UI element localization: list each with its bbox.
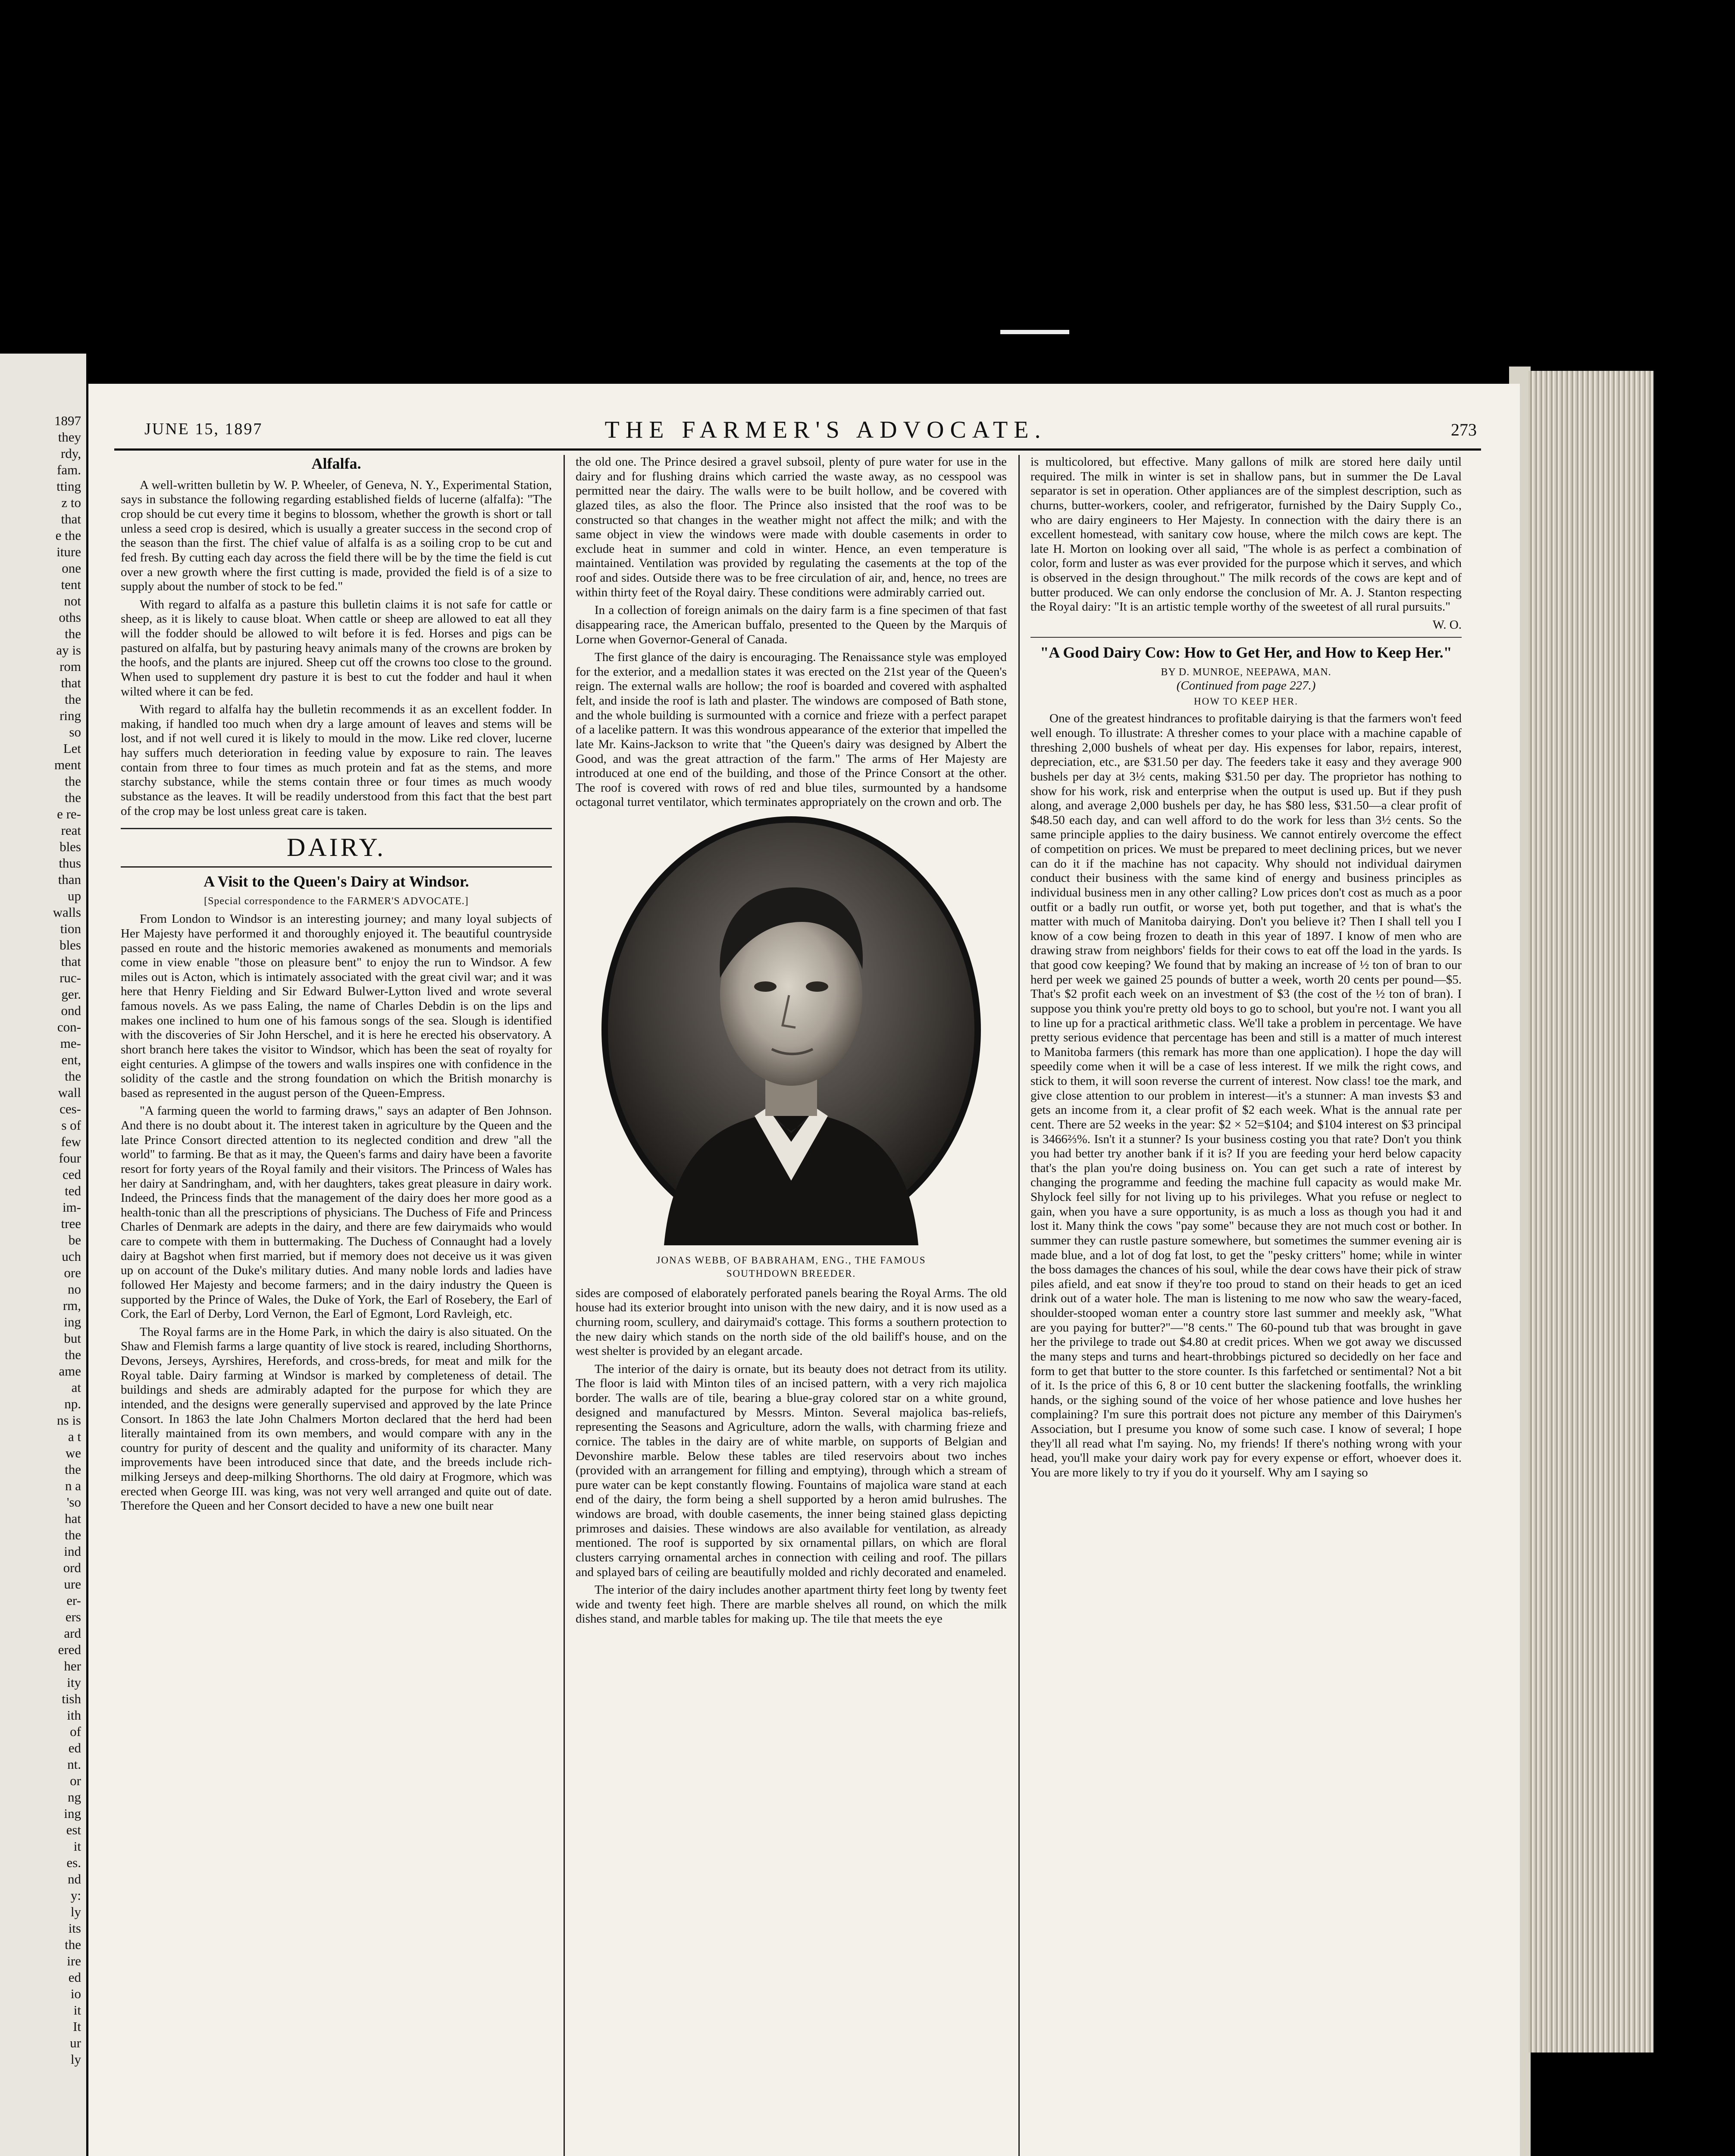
margin-fragment: s of [61,1118,81,1133]
column-3 [1030,455,1462,1484]
margin-fragment: they [58,429,81,445]
margin-fragment: few [61,1134,81,1149]
margin-fragment: ind [64,1544,81,1559]
margin-fragment: or [70,1773,81,1788]
article-title-windsor: A Visit to the Queen's Dairy at Windsor. [204,872,469,890]
margin-fragment: ay is [56,642,81,658]
margin-fragment: that [61,675,81,690]
margin-fragment: ring [60,708,81,723]
margin-fragment: the [65,1937,81,1952]
paragraph: The interior of the dairy includes another apartment thirty feet long by twenty feet wide and twenty feet high. There are marble shelves all round, on which the milk dishes stand, and marble tables for making up. The tile that meets the eye [576,1583,1007,1626]
margin-fragment: er- [66,1593,81,1608]
margin-fragment: ire [67,1953,81,1968]
margin-fragment: the [65,790,81,805]
margin-fragment: ed [68,1970,81,1985]
portrait-caption [576,1253,1007,1280]
margin-fragment: ment [54,757,81,772]
margin-fragment: n a [65,1478,81,1493]
margin-fragment: con- [57,1019,81,1034]
margin-fragment: at [71,1380,81,1395]
margin-fragment: ard [64,1626,81,1641]
paragraph: From London to Windsor is an interesting journey; and many loyal subjects of Her Majesty have performed it and thoroughly enjoyed it. The beautiful countryside passed en route and the historic memories awakened as monuments and memorials come in view enable "those on pleasure bent" to enjoy the run to Windsor. A few miles out is Acton, which is intimately associated with the great civil war; and it was here that Henry Fielding and Sir Edward Bulwer-Lytton lived and wrote several famous novels. As we pass Ealing, the name of Charles Debdin is on the lips and makes one inclined to hum one of his famous songs of the sea. Slough is identified with the discoveries of Sir John Herschel, and it is here he erected his observatory. A short branch here takes the visitor to Windsor, which has been the seat of royalty for eight centuries. A glimpse of the towers and walls inspires one with confidence in the solidity of the castle and the strong foundation on which the British monarchy is based as represented in the august person of the Queen-Empress. [121,912,552,1100]
caption-line: JONAS WEBB, OF BABRAHAM, ENG., THE FAMOUS [656,1254,926,1266]
margin-fragment: tent [61,577,81,592]
margin-fragment: me- [60,1036,81,1051]
margin-fragment: ith [67,1708,81,1723]
margin-fragment: so [69,724,81,740]
article-separator [1030,637,1462,638]
margin-fragment: ame [59,1363,81,1379]
margin-fragment: ing [64,1314,81,1329]
column-rule [1018,455,1020,2156]
portrait-figure [576,814,1007,1249]
margin-fragment: ond [61,1003,81,1018]
margin-fragment: be [68,1232,81,1247]
margin-fragment: 1897 [54,413,81,428]
margin-fragment: ur [70,2035,81,2050]
margin-fragment: It [73,2019,81,2034]
page-header [144,416,1477,442]
margin-fragment: hat [65,1511,81,1526]
margin-fragment: up [68,888,81,903]
margin-fragment: ent, [61,1052,81,1067]
scan-mark [1000,330,1069,334]
article-title-dairy-cow: "A Good Dairy Cow: How to Get Her, and How to Keep Her." [1040,643,1452,661]
margin-fragment: Let [63,741,81,756]
article-title-alfalfa: Alfalfa. [311,455,361,472]
margin-fragment: e re- [57,806,81,821]
margin-fragment: thus [59,856,81,871]
margin-fragment: ity [67,1675,81,1690]
margin-fragment: est [66,1822,81,1837]
margin-fragment: e the [55,528,81,543]
margin-fragment: no [68,1282,81,1297]
paragraph: With regard to alfalfa hay the bulletin recommends it as an excellent fodder. In making, if handled too much when dry a large amount of leaves and stems will be lost, and if not well cured it is likely to mould in the mow. Like red clover, lucerne hay suffers much deterioration in feeding value by exposure to rain. The leaves contain from three to four times as much protein and fat as the stems, and more starchy substance, while the stems contain three or four times as much woody substance as the leaves. It will be readily understood from this fact that the best part of the crop may be lost unless great care is taken. [121,702,552,818]
margin-fragment: but [64,1331,81,1346]
margin-fragment: ure [64,1576,81,1592]
margin-fragment: that [61,954,81,969]
paragraph: With regard to alfalfa as a pasture this bulletin claims it is not safe for cattle or sheep, as it is likely to cause bloat. When cattle or sheep are allowed to eat all they will the fodder should be allowed to wilt before it is fed. Horses and pigs can be pastured on alfalfa, but by pasturing heavy animals many of the crowns are broken by the hoofs, and the plants are injured. Sheep cut off the crowns too close to the ground. When used to supplement dry pasture it is best to cut the fodder and haul it when wilted where it can be fed. [121,597,552,699]
margin-fragment: bles [60,839,81,854]
page-number: 273 [1451,420,1477,439]
article-byline: BY D. MUNROE, NEEPAWA, MAN. [1161,667,1331,678]
paragraph: One of the greatest hindrances to profitable dairying is that the farmers won't feed well enough. To illustrate: A thresher comes to your place with a machine capable of threshing 2,000 bushels of wheat per day. His expenses for labor, repairs, interest, depreciation, etc., are $31.50 per day. The feeders take it easy and they average 900 bushels per day at 3½ cents, making $31.50 per day. The proprietor has nothing to show for his work, risk and enterprise when the output is used up. But if they push along, and average 2,000 bushels per day, he has $80 less, $31.50—a clear profit of $48.50 each day, and can well afford to do the work for less than 3½ cents. So the same principle applies to the dairy business. We cannot entirely overcome the effect of competition on prices. We must be prepared to meet declining prices, but we never can do it if the machine has not capacity. Why should not individual dairymen conduct their business with the same kind of energy and business principles as individual business men in any other calling? Low prices don't cost as much as a poor outfit or a badly run outfit, or worse yet, both put together, and that is what's the matter with much of Manitoba dairying. Don't you believe it? Then I shall tell you I know of a cow being frozen to death in this year of 1897. I know of men who are drawing straw from neighbors' fields for their cows to eat off the load in the yards. Is that good cow keeping? We found that by making an increase of ½ ton of bran to our herd per week we gained 25 pounds of butter a week, worth 20 cents per pound—$5. That's $2 profit each week on an investment of $3 (the cost of the ½ ton of bran). I suppose you think you're pretty old boys to go to school, but you're not. I want you all to line up for a practical arithmetic class. We'll take a problem in percentage. We have pretty serious evidence that percentage has been and still is a matter of much interest to Manitoba farmers (this remark has more than one application). I hope the day will speedily come when it will be a case of less interest. If we milk the right cows, and stick to them, it will soon reverse the current of interest. Now class! toe the mark, and give close attention to our problem in interest—it's a stunner: A man invests $3 and gets an income from it, a clear profit of $2 each week. What is the annual rate per cent. There are 52 weeks in the year: $2 × 52=$104; and $104 interest on $3 principal is 3466⅔%. Isn't it a stunner? Is your business costing you that rate? Don't you think you had better try another bank if it is? If you are feeding your herd below capacity that's the plan you're doing business on. You can get such a rate of interest by changing the programme and feeding the machine full capacity as would make Mr. Shylock feel silly for not living up to his privileges. What you refuse or neglect to gain, when you have a sure opportunity, is as much a loss as though you had it and lost it. Many think the cows "pay some" because they are not much cost or bother. In summer they can rustle pasture somewhere, but sometimes the summer evening air is made blue, and a lot of dog fat lost, to get the "pesky critters" home; while in winter the boss damages the chances of his soul, while the dear cows have their pick of straw piles afield, and eat snow if they're too proud to stand on their heads to get an iced drink out of a water hole. The man is listening to me now who saw the weary-faced, shoulder-stooped woman enter a country store last summer and meekly ask, "What are you paying for butter?"—"8 cents." The 60-pound tub that was brought in gave her the privilege to trade out $4.80 at credit prices. When we got away we discussed the many steps and turns and heart-throbbings pictured so decidedly on her face and form to get that butter to the store counter. Is this farfetched or sentimental? Not a bit of it. Is the price of this 6, 8 or 10 cent butter the slackening footfalls, the wrinkling hands, or the sighing sound of the voice of her whose patience and love hushes her complaining? I'm sure this portrait does not picture any member of this Dairymen's Association, but I presume you know of some such case. I know of several; I hope they'll all read what I'm saying. No, my friends! If there's nothing wrong with your head, you'll make your dairy work pay for every expense or effort, whoever does it. You are more likely to try if you do it yourself. Why am I saying so [1030,711,1462,1479]
margin-fragment: rdy, [60,446,81,461]
newspaper-page [88,384,1520,2156]
margin-fragment: nt. [67,1757,81,1772]
margin-fragment: es. [66,1855,81,1870]
masthead-title: THE FARMER'S ADVOCATE. [604,417,1047,443]
column-1 [121,455,552,1517]
margin-fragment: it [73,2002,81,2018]
margin-fragment: that [61,511,81,526]
margin-fragment: rom [60,659,81,674]
margin-fragment: nd [68,1871,81,1887]
margin-fragment: ger. [61,987,81,1002]
margin-fragment: 'so [66,1495,81,1510]
margin-fragment: ing [64,1806,81,1821]
margin-fragment: its [68,1921,81,1936]
paragraph: "A farming queen the world to farming draws," says an adapter of Ben Johnson. And there is no doubt about it. The interest taken in agriculture by the Queen and the late Prince Consort directed attention to its neglected condition and drew "all the world" to farming. Be that as it may, the Queen's farms and dairy have been a favorite resort for forty years of the Royal family and their visitors. The Princess of Wales has her dairy at Sandringham, and, with her daughters, takes great pleasure in dairy work. Indeed, the Princess finds that the management of the dairy does her more good as a health-tonic than all the prescriptions of physicians. The Duchess of Fife and Princess Charles of Denmark are adepts in the dairy, and there are few dairymaids who would care to compete with them in buttermaking. The Duchess of Connaught had a lovely dairy at Bagshot when first married, but if memory does not deceive us it was given up on account of the Duke's military duties. And many noble lords and ladies have followed Her Majesty and become farmers; and in the dairy industry the Queen is supported by the Prince of Wales, the Duke of York, the Earl of Rosebery, the Earl of Cork, the Earl of Derby, Lord Vernon, the Earl of Egmont, Lord Ravleigh, etc. [121,1104,552,1321]
caption-line: SOUTHDOWN BREEDER. [726,1268,856,1279]
margin-fragment: fam. [57,462,81,477]
margin-fragment: np. [64,1396,81,1411]
margin-fragment: ruc- [60,970,81,985]
margin-fragment: we [65,1445,81,1460]
margin-fragment: tion [60,921,81,936]
margin-fragment: than [58,872,81,887]
margin-fragment: ord [63,1560,81,1575]
margin-fragment: one [62,561,81,576]
margin-fragment: uch [62,1249,81,1264]
adjacent-page-strip [0,354,86,2156]
margin-fragment: ces- [60,1101,81,1116]
paragraph: The first glance of the dairy is encouraging. The Renaissance style was employed for the exterior, and a medallion states it was erected on the 21st year of the Queen's reign. The external walls are hollow; the roof is boarded and covered with asphalted felt, and inside the roof is lath and plaster. The windows are composed of Bath stone, and the whole building is surmounted with a cornice and frieze with a perfect parapet of a lacelike pattern. It was this wondrous appearance of the exterior that impelled the late Mr. Kains-Jackson to write that "the Queen's dairy was designed by Albert the Good, and was the great attraction of the farm." The arms of Her Majesty are introduced at one end of the building, and those of the Prince Consort at the other. The roof is covered with rows of red and blue tiles, surmounted by a handsome octagonal turret ventilator, which terminates appropriately on the crown and orb. The [576,650,1007,809]
margin-fragment: ly [70,1904,81,1919]
margin-fragment: tree [61,1216,81,1231]
subheading: HOW TO KEEP HER. [1194,696,1298,707]
margin-fragment: y: [70,1888,81,1903]
margin-fragment: ns is [57,1413,81,1428]
margin-fragment: the [65,1462,81,1477]
margin-fragment: a t [68,1429,81,1444]
margin-fragment: wall [58,1085,81,1100]
margin-fragment: io [70,1986,81,2001]
paragraph: A well-written bulletin by W. P. Wheeler, of Geneva, N. Y., Experimental Station, says in substance the following regarding established fields of lucerne (alfalfa): "The crop should be cut every time it begins to blossom, whether the growth is short or tall unless a seed crop is desired, which is usually a greater success in the second crop of the season than the first. The chief value of alfalfa is as a soiling crop to be cut and fed fresh. By cutting each day across the field there will be by the time the field is cut over a new growth where the first cutting is made, provided the field is of a size to supply about the number of stock to be fed." [121,478,552,594]
issue-date: JUNE 15, 1897 [144,420,263,438]
margin-fragment: rm, [63,1298,81,1313]
margin-fragment: ng [68,1789,81,1805]
page-edges [1528,371,1654,2053]
column-rule [564,455,565,2156]
margin-fragment: ers [65,1609,81,1624]
margin-fragment: the [65,1069,81,1084]
margin-fragment: ed [68,1740,81,1755]
margin-fragment: walls [53,905,81,920]
margin-fragment: tish [62,1691,81,1706]
margin-fragment: ced [62,1167,81,1182]
author-signature: W. O. [1432,617,1462,632]
margin-fragment: ered [58,1642,81,1657]
margin-fragment: bles [60,937,81,953]
margin-fragment: the [65,692,81,707]
margin-fragment: tting [56,479,81,494]
margin-fragment: oths [59,610,81,625]
column-2 [576,455,1007,1630]
portrait-engraving [599,814,983,1245]
margin-fragment: the [65,1527,81,1542]
paragraph: In a collection of foreign animals on the dairy farm is a fine specimen of that fast disappearing race, the American buffalo, presented to the Queen by the Marquis of Lorne when Governor-General of Canada. [576,603,1007,646]
margin-fragment: of [70,1724,81,1739]
margin-fragment: z to [61,495,81,510]
margin-fragment: four [59,1150,81,1166]
margin-fragment: her [64,1658,81,1673]
margin-fragment: not [64,593,81,608]
header-rule [114,448,1481,451]
continued-note: (Continued from page 227.) [1176,679,1316,693]
paragraph: is multicolored, but effective. Many gallons of milk are stored here daily until required. The milk in winter is set in shallow pans, but in summer the De Laval separator is set in operation. Other appliances are of the simplest description, such as churns, butter-workers, cooler, and refrigerator, furnished by the Dairy Supply Co., who are dairy engineers to Her Majesty. In connection with the dairy there is an excellent homestead, with sanitary cow house, where the milch cows are kept. The late H. Morton on looking over all said, "The whole is as perfect a combination of color, form and luster as was ever provided for the purpose which it serves, and which is observed in the design throughout." The milk records of the cows are kept and of butter produced. We can only endorse the conclusion of Mr. A. J. Stanton respecting the Royal dairy: "It is an artistic temple worthy of the sweetest of all rural pursuits." [1030,455,1462,614]
margin-fragment: the [65,1347,81,1362]
margin-fragment: it [73,1839,81,1854]
paragraph: The interior of the dairy is ornate, but its beauty does not detract from its utility. The floor is laid with Minton tiles of an incised pattern, with a very rich majolica border. The walls are of tile, bearing a blue-gray colored star on a white ground, designed and manufactured by Messrs. Minton. Several majolica bas-reliefs, representing the Seasons and Agriculture, adorn the walls, with charming frieze and cornice. The tables in the dairy are of white marble, on supports of Belgian and Devonshire marble. Below these tables are tiled reservoirs about two inches (provided with an arrangement for filling and emptying), through which a stream of pure water can be kept constantly flowing. Fountains of majolica ware stand at each end of the dairy, the form being a shell supported by a heron amid bulrushes. The windows are broad, with double casements, the inner being stained glass depicting primroses and daisies. These windows are also available for ventilation, as already mentioned. The roof is supported by six ornamental pillars, on which are floral clusters carrying ornamental arches in connection with ceiling and roof. The pillars and splayed bars of ceiling are beautifully molded and richly decorated and enameled. [576,1362,1007,1579]
margin-fragment: ly [70,2052,81,2067]
margin-fragment: im- [62,1200,81,1215]
margin-fragment: the [65,626,81,641]
margin-fragment: ore [64,1265,81,1280]
margin-fragment: reat [61,823,81,838]
article-credit: [Special correspondence to the FARMER'S ADVOCATE.] [204,896,469,907]
paragraph: sides are composed of elaborately perforated panels bearing the Royal Arms. The old house had its exterior brought into unison with the new dairy, and it is now used as a churning room, scullery, and dairymaid's cottage. This forms a southern protection to the new dairy which stands on the north side of the old bailiff's house, and on the west shelter is provided by an elegant arcade. [576,1286,1007,1358]
paragraph: the old one. The Prince desired a gravel subsoil, plenty of pure water for use in the dairy and for flushing drains which carried the waste away, as no cesspool was permitted near the dairy. The walls were to be built hollow, and be covered with glazed tiles, as also the floor. The Prince also insisted that the roof was to be constructed so that changes in the weather might not affect the milk; and with the same object in view the windows were made with double casements in order to exclude heat in summer and cold in winter. Hence, an even temperature is maintained. Ventilation was provided by regulating the casements at the top of the roof and sides. Outside there was to be free circulation of air, and, hence, no trees are within thirty feet of the Royal dairy. These conditions were admirably carried out. [576,455,1007,599]
margin-fragment: ted [65,1183,81,1198]
section-heading-dairy: DAIRY. [121,828,552,868]
margin-fragment: the [65,774,81,789]
margin-fragment: iture [56,544,81,559]
paragraph: The Royal farms are in the Home Park, in which the dairy is also situated. On the Shaw and Flemish farms a large quantity of live stock is reared, including Shorthorns, Devons, Jerseys, Ayrshires, Herefords, and cross-breds, for meat and milk for the Royal table. Dairy farming at Windsor is marked by completeness of detail. The buildings and sheds are admirably adapted for the purpose for which they are intended, and the designs were generally supervised and approved by the late Prince Consort. In 1863 the late John Chalmers Morton declared that the herd had been literally maintained from its own members, and would compare with any in the country for purity of descent and the quality and uniformity of its character. Many improvements have been introduced since that date, and the breeds include rich-milking Jerseys and deep-milking Shorthorns. The old dairy at Frogmore, which was erected when George III. was king, was not very well arranged and quite out of date. Therefore the Queen and her Consort decided to have a new one built near [121,1325,552,1513]
